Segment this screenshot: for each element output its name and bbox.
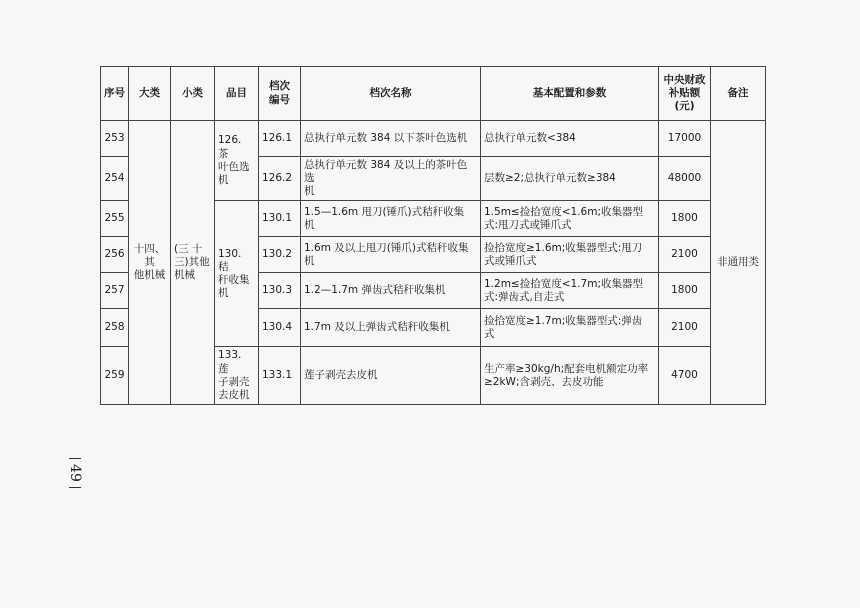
seq-cell: 253 [101, 121, 129, 157]
item-cell: 133. 莲 子剥壳 去皮机 [215, 347, 259, 405]
subsidy-cell: 1800 [659, 273, 711, 309]
subsidy-cell: 2100 [659, 309, 711, 347]
header-row [101, 67, 766, 121]
subsidy-cell: 2100 [659, 237, 711, 273]
config-cell: 总执行单元数<384 [481, 121, 659, 157]
header-minor: 小类 [171, 67, 215, 121]
subsidy-cell: 48000 [659, 157, 711, 201]
tier-code-cell: 130.3 [259, 273, 301, 309]
tier-name-cell: 1.2—1.7m 弹齿式秸秆收集机 [301, 273, 481, 309]
footer-dash-top [69, 458, 81, 459]
header-config: 基本配置和参数 [481, 67, 659, 121]
seq-cell: 256 [101, 237, 129, 273]
tier-code-cell: 130.4 [259, 309, 301, 347]
header-item: 品目 [215, 67, 259, 121]
config-cell: 生产率≥30kg/h;配套电机额定功率 ≥2kW;含剥壳、去皮功能 [481, 347, 659, 405]
header-subsidy: 中央财政 补贴额 (元) [659, 67, 711, 121]
seq-cell: 254 [101, 157, 129, 201]
tier-code-cell: 130.1 [259, 201, 301, 237]
subsidy-table [100, 66, 766, 405]
config-cell: 1.2m≤捡拾宽度<1.7m;收集器型 式:弹齿式,自走式 [481, 273, 659, 309]
tier-name-cell: 总执行单元数 384 以下茶叶色选机 [301, 121, 481, 157]
subsidy-cell: 4700 [659, 347, 711, 405]
header-note: 备注 [711, 67, 766, 121]
tier-code-cell: 126.2 [259, 157, 301, 201]
tier-code-cell: 126.1 [259, 121, 301, 157]
page-number: 49 [66, 464, 83, 482]
config-cell: 捡拾宽度≥1.7m;收集器型式:弹齿 式 [481, 309, 659, 347]
tier-name-cell: 总执行单元数 384 及以上的茶叶色选 机 [301, 157, 481, 201]
config-cell: 1.5m≤捡拾宽度<1.6m;收集器型 式:甩刀式或锤爪式 [481, 201, 659, 237]
item-cell: 130. 秸 秆收集 机 [215, 201, 259, 347]
seq-cell: 259 [101, 347, 129, 405]
seq-cell: 257 [101, 273, 129, 309]
note-cell: 非通用类 [711, 121, 766, 405]
table-row [101, 121, 766, 157]
subsidy-cell: 1800 [659, 201, 711, 237]
header-tier-name: 档次名称 [301, 67, 481, 121]
config-cell: 捡拾宽度≥1.6m;收集器型式:甩刀 式或锤爪式 [481, 237, 659, 273]
header-tier-code: 档次 编号 [259, 67, 301, 121]
subsidy-cell: 17000 [659, 121, 711, 157]
config-cell: 层数≥2;总执行单元数≥384 [481, 157, 659, 201]
page-footer [60, 438, 90, 508]
minor-category-cell: (三 十 三)其他 机械 [171, 121, 215, 405]
item-cell: 126. 茶 叶色选 机 [215, 121, 259, 201]
tier-code-cell: 133.1 [259, 347, 301, 405]
tier-name-cell: 莲子剥壳去皮机 [301, 347, 481, 405]
major-category-cell: 十四、其 他机械 [129, 121, 171, 405]
header-seq: 序号 [101, 67, 129, 121]
tier-name-cell: 1.5—1.6m 甩刀(锤爪)式秸秆收集 机 [301, 201, 481, 237]
footer-dash-bottom [69, 487, 81, 488]
tier-name-cell: 1.7m 及以上弹齿式秸秆收集机 [301, 309, 481, 347]
tier-code-cell: 130.2 [259, 237, 301, 273]
header-major: 大类 [129, 67, 171, 121]
seq-cell: 258 [101, 309, 129, 347]
tier-name-cell: 1.6m 及以上甩刀(锤爪)式秸秆收集 机 [301, 237, 481, 273]
seq-cell: 255 [101, 201, 129, 237]
